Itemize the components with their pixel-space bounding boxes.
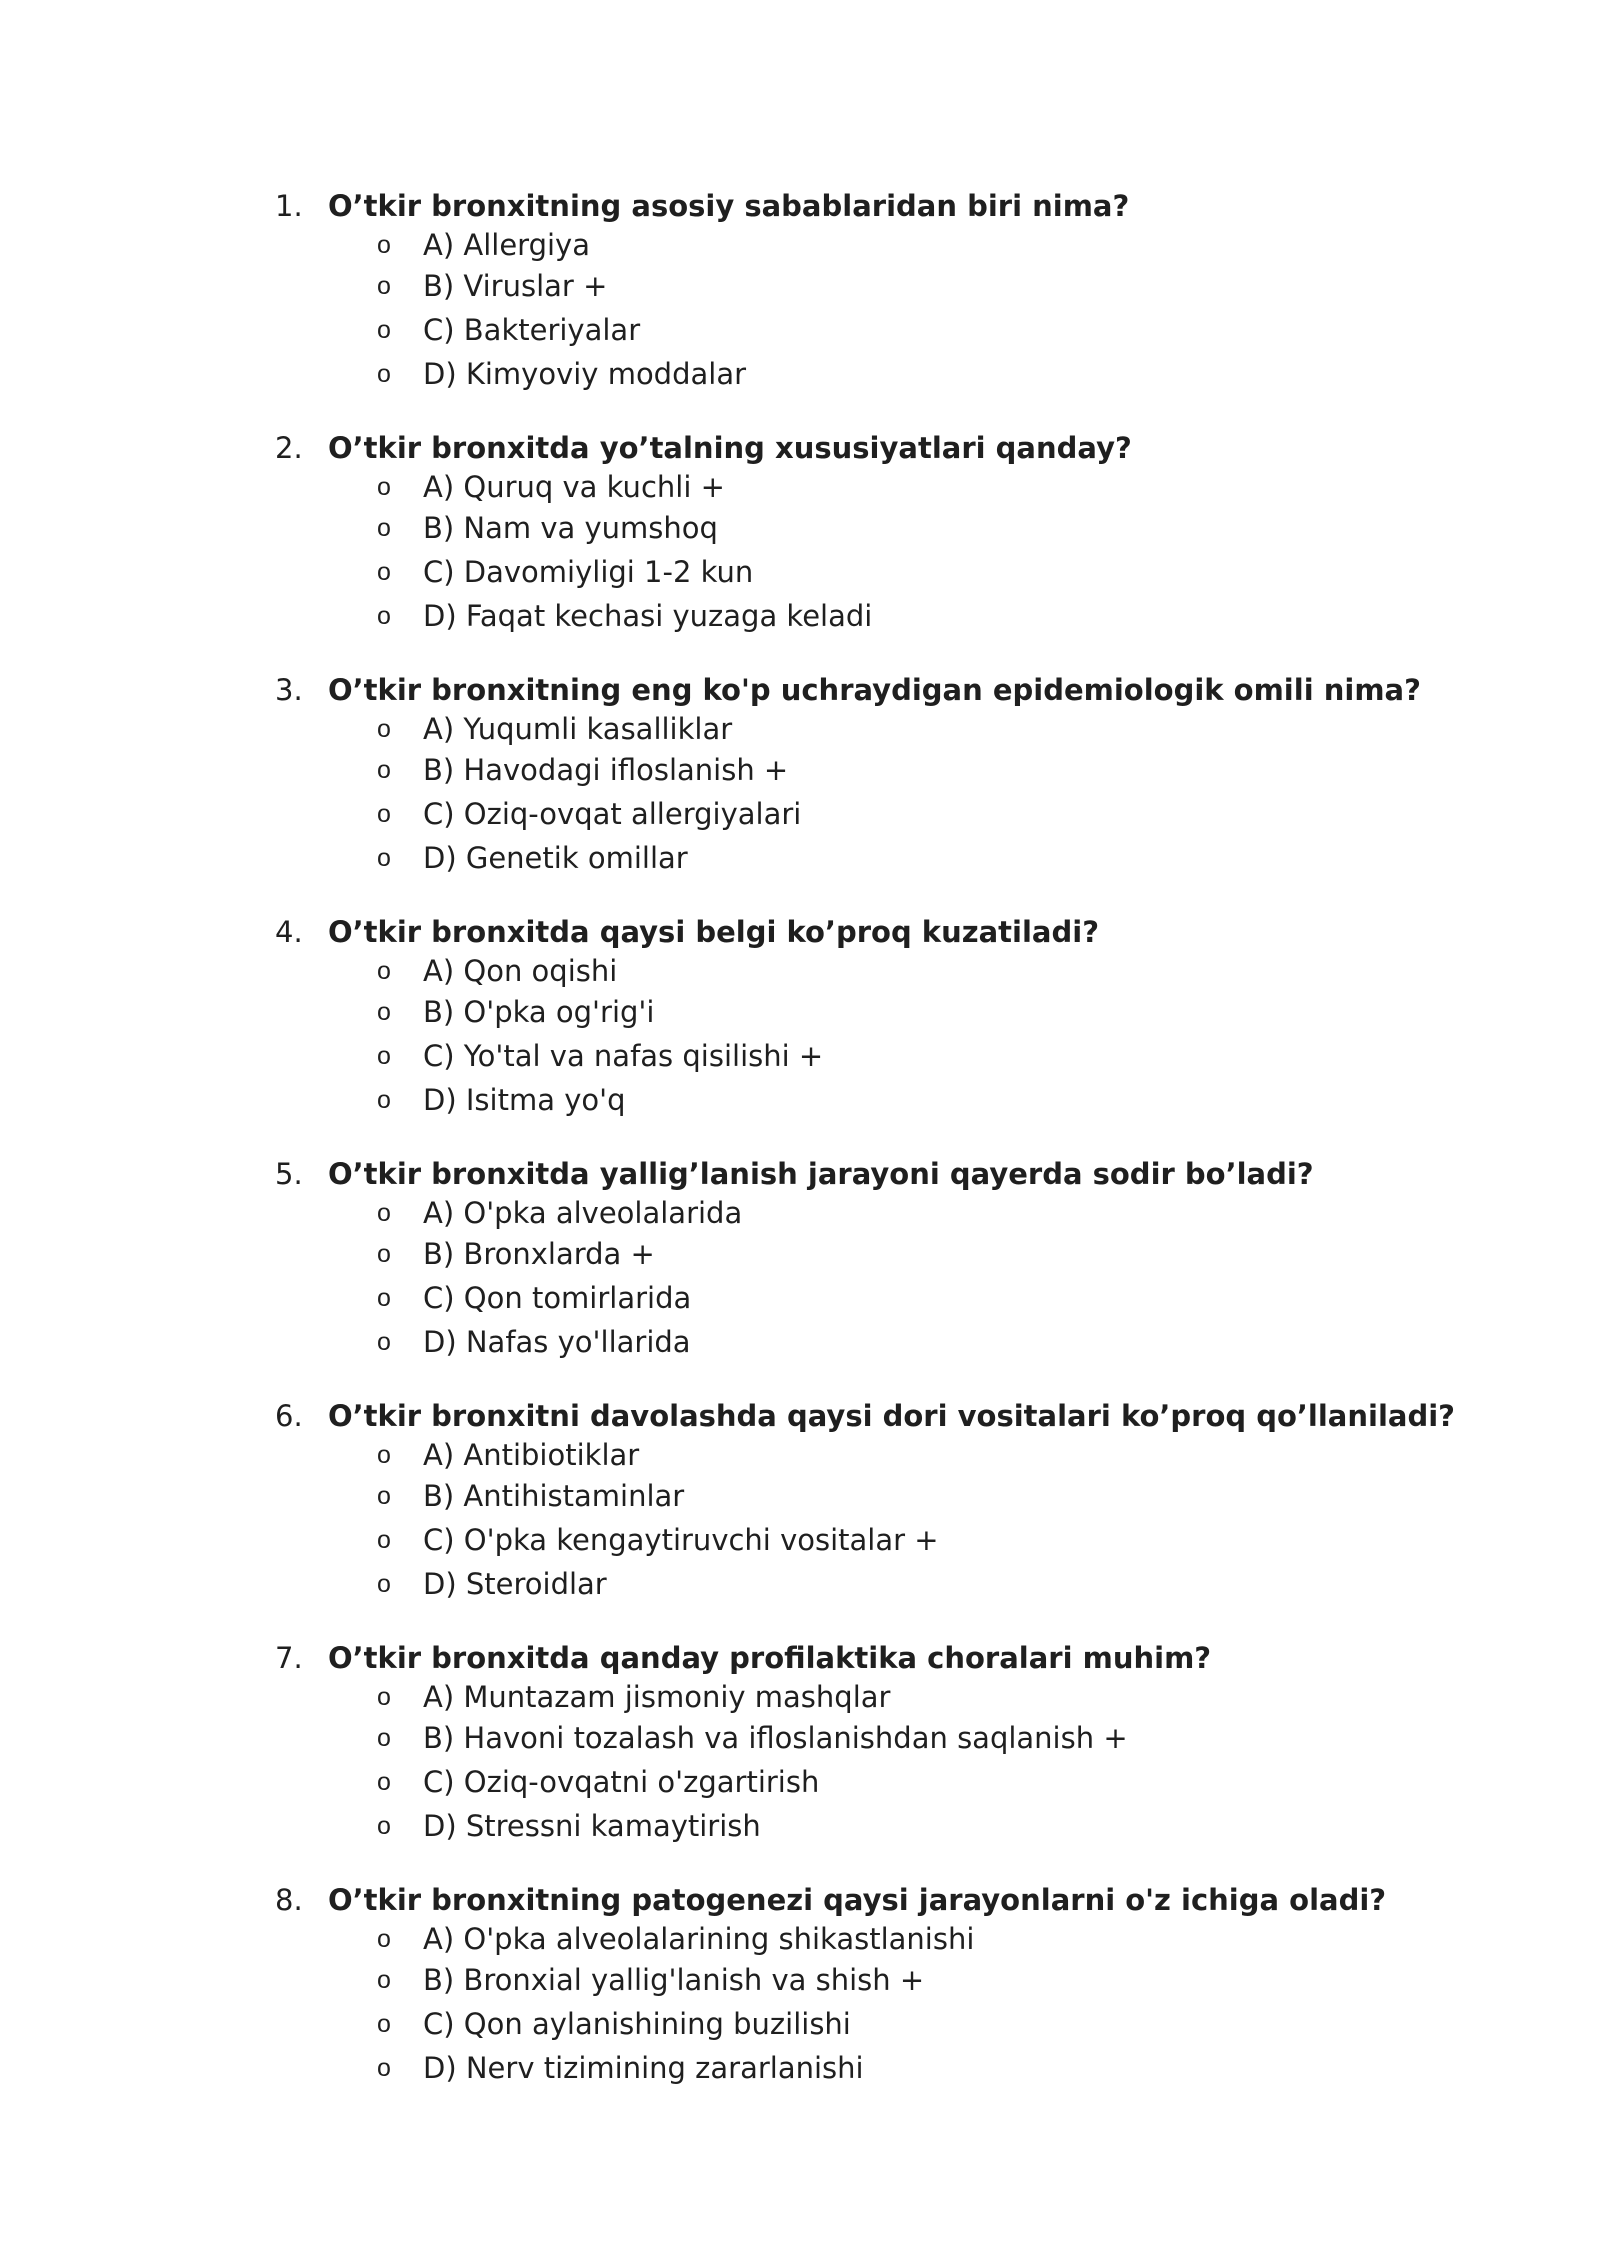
option-text: C) Oziq-ovqatni o'zgartirish — [423, 1765, 820, 1799]
option-text: D) Nafas yo'llarida — [423, 1325, 691, 1359]
option-text: A) Qon oqishi — [423, 954, 618, 988]
option-text: A) Muntazam jismoniy mashqlar — [423, 1680, 891, 1714]
question-number: 3. — [275, 673, 303, 707]
answer-option — [275, 952, 1375, 990]
bullet-marker: o — [377, 844, 391, 872]
bullet-marker: o — [377, 2054, 391, 2082]
bullet-marker: o — [377, 1482, 391, 1510]
option-text: D) Nerv tizimining zararlanishi — [423, 2051, 864, 2085]
option-text: A) Antibiotiklar — [423, 1438, 640, 1472]
answer-option — [275, 748, 1375, 792]
option-text: C) Bakteriyalar — [423, 313, 641, 347]
bullet-marker: o — [377, 1086, 391, 1114]
option-text: D) Faqat kechasi yuzaga keladi — [423, 599, 873, 633]
question-heading — [275, 186, 1375, 226]
option-text: B) Havodagi ifloslanish + — [423, 753, 789, 787]
answer-option — [275, 1276, 1375, 1320]
question-text: O’tkir bronxitda qanday profilaktika choralari muhim? — [328, 1641, 1212, 1675]
question-item — [275, 1396, 1455, 1606]
option-text: B) Nam va yumshoq — [423, 511, 718, 545]
answer-option — [275, 468, 1375, 506]
option-text: A) O'pka alveolalarining shikastlanishi — [423, 1922, 975, 1956]
answer-option — [275, 1804, 1375, 1848]
question-number: 4. — [275, 915, 303, 949]
option-list — [275, 952, 1375, 1122]
option-list — [275, 1920, 1375, 2090]
option-text: C) Qon tomirlarida — [423, 1281, 692, 1315]
bullet-marker: o — [377, 1042, 391, 1070]
bullet-marker: o — [377, 514, 391, 542]
question-number: 5. — [275, 1157, 303, 1191]
question-number: 2. — [275, 431, 303, 465]
option-text: A) O'pka alveolalarida — [423, 1196, 743, 1230]
answer-option — [275, 506, 1375, 550]
bullet-marker: o — [377, 1570, 391, 1598]
answer-option — [275, 1034, 1375, 1078]
question-number: 6. — [275, 1399, 303, 1433]
bullet-marker: o — [377, 1441, 391, 1469]
bullet-marker: o — [377, 1284, 391, 1312]
answer-option — [275, 1958, 1375, 2002]
bullet-marker: o — [377, 1925, 391, 1953]
bullet-marker: o — [377, 602, 391, 630]
bullet-marker: o — [377, 756, 391, 784]
option-list — [275, 1678, 1375, 1848]
option-text: C) Davomiyligi 1-2 kun — [423, 555, 754, 589]
bullet-marker: o — [377, 1328, 391, 1356]
bullet-marker: o — [377, 1199, 391, 1227]
option-list — [275, 1436, 1375, 1606]
option-text: B) Bronxial yallig'lanish va shish + — [423, 1963, 925, 1997]
bullet-marker: o — [377, 1240, 391, 1268]
bullet-marker: o — [377, 473, 391, 501]
option-list — [275, 1194, 1375, 1364]
option-text: C) Qon aylanishining buzilishi — [423, 2007, 851, 2041]
bullet-marker: o — [377, 316, 391, 344]
question-item — [275, 670, 1421, 880]
answer-option — [275, 1078, 1375, 1122]
answer-option — [275, 1716, 1375, 1760]
answer-option — [275, 594, 1375, 638]
question-text: O’tkir bronxitning patogenezi qaysi jarayonlarni o'z ichiga oladi? — [328, 1883, 1387, 1917]
option-text: B) Havoni tozalash va ifloslanishdan saqlanish + — [423, 1721, 1128, 1755]
bullet-marker: o — [377, 998, 391, 1026]
question-item — [275, 912, 1375, 1122]
option-text: D) Stressni kamaytirish — [423, 1809, 761, 1843]
answer-option — [275, 1232, 1375, 1276]
answer-option — [275, 264, 1375, 308]
question-text: O’tkir bronxitda yallig’lanish jarayoni qayerda sodir bo’ladi? — [328, 1157, 1314, 1191]
answer-option — [275, 1320, 1375, 1364]
option-text: D) Steroidlar — [423, 1567, 607, 1601]
question-heading — [275, 670, 1421, 710]
question-item — [275, 186, 1375, 396]
answer-option — [275, 1474, 1375, 1518]
option-text: B) Antihistaminlar — [423, 1479, 685, 1513]
option-text: D) Isitma yo'q — [423, 1083, 626, 1117]
option-text: C) Oziq-ovqat allergiyalari — [423, 797, 802, 831]
answer-option — [275, 352, 1375, 396]
answer-option — [275, 1194, 1375, 1232]
bullet-marker: o — [377, 1724, 391, 1752]
option-text: C) O'pka kengaytiruvchi vositalar + — [423, 1523, 939, 1557]
option-list — [275, 710, 1375, 880]
option-text: B) Viruslar + — [423, 269, 608, 303]
bullet-marker: o — [377, 957, 391, 985]
question-number: 7. — [275, 1641, 303, 1675]
answer-option — [275, 1562, 1375, 1606]
bullet-marker: o — [377, 1526, 391, 1554]
question-item — [275, 1638, 1375, 1848]
bullet-marker: o — [377, 1812, 391, 1840]
bullet-marker: o — [377, 1966, 391, 1994]
question-text: O’tkir bronxitda qaysi belgi ko’proq kuzatiladi? — [328, 915, 1100, 949]
bullet-marker: o — [377, 272, 391, 300]
answer-option — [275, 550, 1375, 594]
answer-option — [275, 1760, 1375, 1804]
answer-option — [275, 2002, 1375, 2046]
answer-option — [275, 836, 1375, 880]
question-heading — [275, 428, 1375, 468]
option-text: B) O'pka og'rig'i — [423, 995, 655, 1029]
question-text: O’tkir bronxitni davolashda qaysi dori vositalari ko’proq qo’llaniladi? — [328, 1399, 1455, 1433]
answer-option — [275, 990, 1375, 1034]
answer-option — [275, 226, 1375, 264]
question-text: O’tkir bronxitning asosiy sabablaridan biri nima? — [328, 189, 1130, 223]
bullet-marker: o — [377, 1768, 391, 1796]
option-list — [275, 468, 1375, 638]
answer-option — [275, 1920, 1375, 1958]
question-heading — [275, 1396, 1455, 1436]
option-text: A) Allergiya — [423, 228, 590, 262]
question-item — [275, 428, 1375, 638]
option-text: C) Yo'tal va nafas qisilishi + — [423, 1039, 824, 1073]
answer-option — [275, 792, 1375, 836]
answer-option — [275, 1518, 1375, 1562]
question-item — [275, 1880, 1387, 2090]
option-list — [275, 226, 1375, 396]
question-number: 8. — [275, 1883, 303, 1917]
bullet-marker: o — [377, 558, 391, 586]
answer-option — [275, 1436, 1375, 1474]
option-text: D) Kimyoviy moddalar — [423, 357, 747, 391]
question-heading — [275, 1880, 1387, 1920]
question-item — [275, 1154, 1375, 1364]
answer-option — [275, 1678, 1375, 1716]
bullet-marker: o — [377, 800, 391, 828]
question-heading — [275, 1638, 1375, 1678]
bullet-marker: o — [377, 231, 391, 259]
question-text: O’tkir bronxitda yo’talning xususiyatlari qanday? — [328, 431, 1132, 465]
question-text: O’tkir bronxitning eng ko'p uchraydigan epidemiologik omili nima? — [328, 673, 1421, 707]
option-text: A) Quruq va kuchli + — [423, 470, 725, 504]
option-text: A) Yuqumli kasalliklar — [423, 712, 733, 746]
question-number: 1. — [275, 189, 303, 223]
bullet-marker: o — [377, 360, 391, 388]
answer-option — [275, 308, 1375, 352]
option-text: D) Genetik omillar — [423, 841, 688, 875]
question-heading — [275, 912, 1375, 952]
answer-option — [275, 710, 1375, 748]
bullet-marker: o — [377, 1683, 391, 1711]
bullet-marker: o — [377, 2010, 391, 2038]
question-heading — [275, 1154, 1375, 1194]
option-text: B) Bronxlarda + — [423, 1237, 655, 1271]
bullet-marker: o — [377, 715, 391, 743]
answer-option — [275, 2046, 1375, 2090]
